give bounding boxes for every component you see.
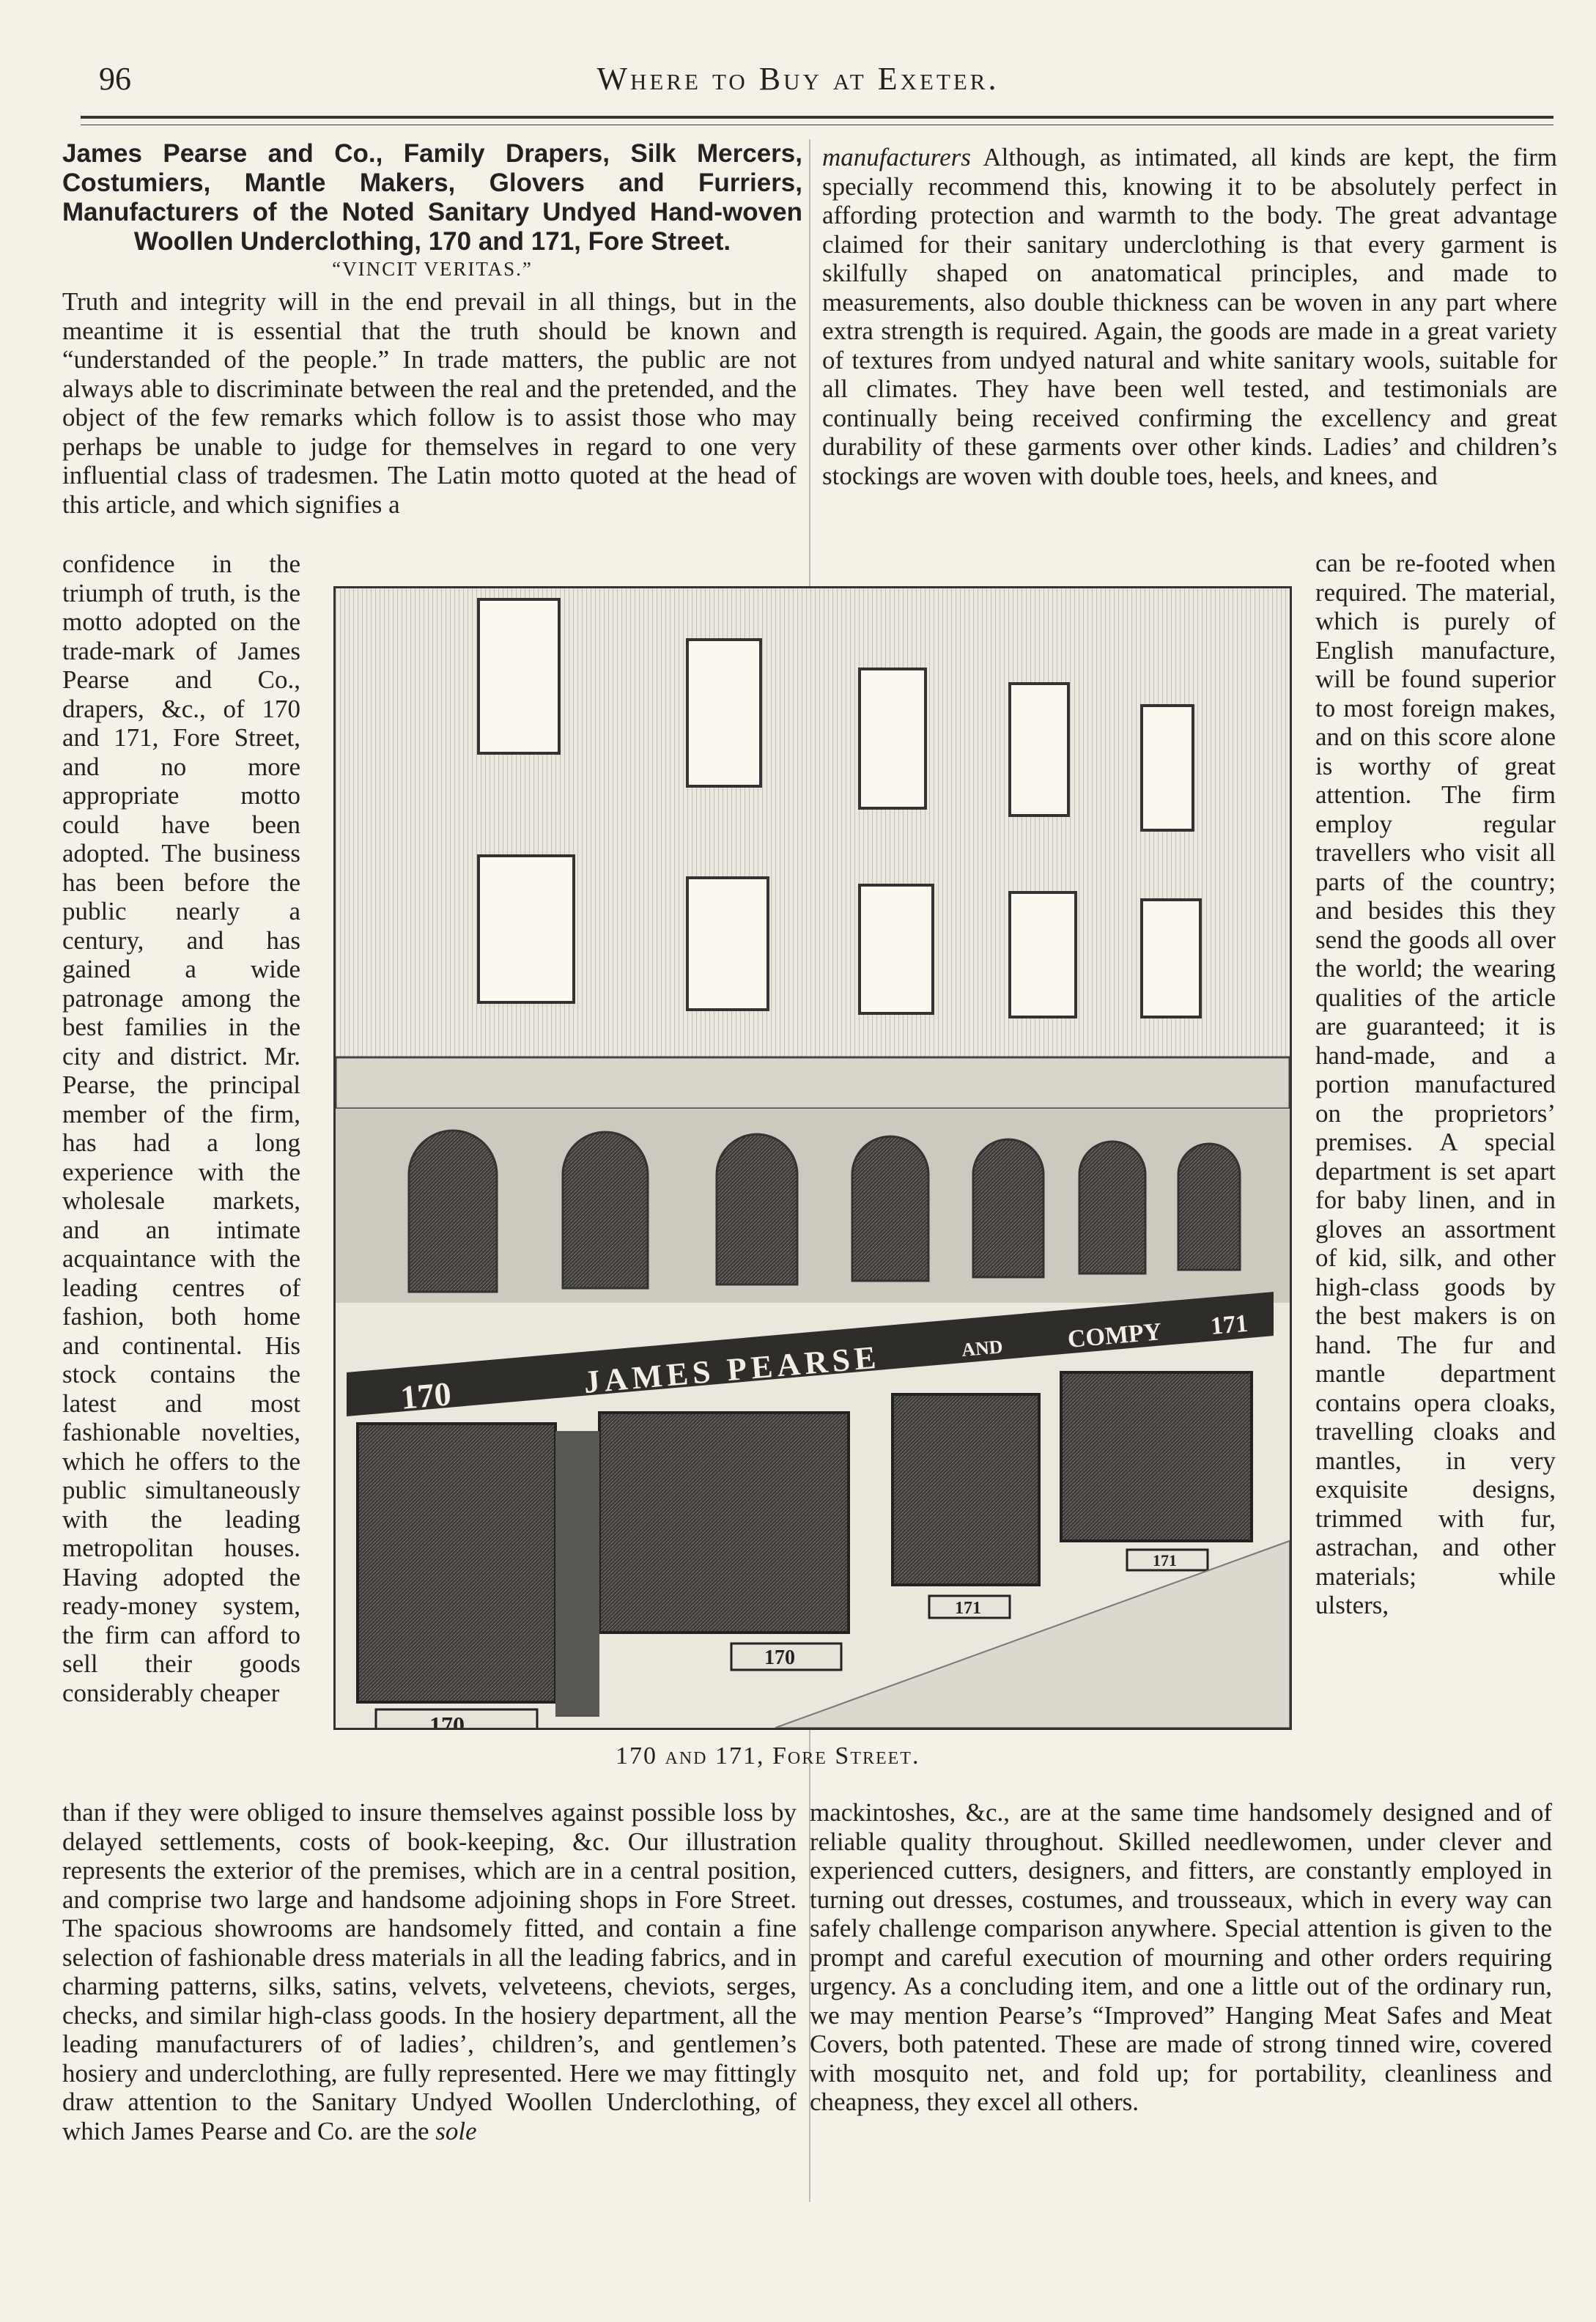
article-motto: “VINCIT VERITAS.”	[332, 258, 533, 280]
window	[1010, 684, 1068, 816]
arched-window	[409, 1131, 497, 1292]
article-heading: James Pearse and Co., Family Drapers, Silk Mercers, Costumiers, Mantle Makers, Glovers and Furriers, Manufacturers of the Noted Sanitary Undyed Hand-woven Woollen Underclothing, 170 and 171, Fore Street.	[62, 139, 802, 256]
running-title: Where to Buy at Exeter.	[596, 61, 1000, 97]
window	[687, 878, 768, 1010]
page-number: 96	[99, 61, 131, 97]
window	[479, 599, 559, 753]
window	[860, 669, 926, 808]
plate-170b: 170	[764, 1646, 795, 1669]
left-narrow-column-text: confidence in the triumph of truth, is the motto adopted on the trade-mark of James Pearse and Co., drapers, &c., of 170 and 171, Fore Street, and no more appropriate motto could have been adopted. The business has been before the public nearly a century, and has gained a wide patronage among the best families in the city and district. Mr. Pearse, the principal member of the firm, has had a long experience with the wholesale markets, and an intimate acquaintance with the leading centres of fashion, both home and continental. His stock contains the latest and most fashionable novelties, which he offers to the public simultaneously with the leading metropolitan houses. Having adopted the ready-money system, the firm can afford to sell their goods considerably cheaper	[62, 550, 300, 1707]
left-bottom-body: than if they were obliged to insure themselves against possible loss by delayed settlements, costs of book-keeping, &c. Our illustration represents the exterior of the premises, which are in a central position, and comprise two large and handsome adjoining shops in Fore Street. The spacious showrooms are handsomely fitted, and contain a fine selection of fashionable dress materials in all the leading fabrics, and in charming patterns, silks, satins, velvets, velveteens, cheviots, serges, checks, and similar high-class goods. In the hosiery department, all the leading manufacturers of of ladies’, children’s, and gentlemen’s hosiery and underclothing, are fully represented. Here we may fittingly draw attention to the Sanitary Undyed Woollen Underclothing, of which James Pearse and Co. are the	[62, 1798, 797, 2145]
fascia-and: AND	[961, 1336, 1004, 1361]
storefront-drawing	[336, 588, 1290, 1728]
window	[1142, 900, 1200, 1017]
fascia-compy: COMPY	[1066, 1318, 1163, 1353]
window	[1142, 706, 1193, 830]
plate-171b: 171	[1153, 1551, 1177, 1569]
right-top-body: Although, as intimated, all kinds are kept, the firm specially recommend this, knowing it to be absolutely perfect in affording protection and warmth to the body. The great advantage claimed for their sanitary underclothing is that every garment is skilfully shaped on anatomatical principles, and made to measurements, also double thickness can be woven in any part where extra strength is required. Again, the goods are made in a great variety of textures from undyed natural and white sanitary wools, suitable for all climates. They have been well tested, and testimonials are continually being received confirming the excellency and great durability of these garments over other kinds. Ladies’ and children’s stockings are woven with double toes, heels, and knees, and	[822, 143, 1557, 490]
window	[479, 856, 574, 1002]
left-column-top-text: Truth and integrity will in the end prevail in all things, but in the meantime it is essential that the truth should be known and “understanded of the people.” In trade matters, the public are not always able to discriminate between the real and the pretended, and the object of the few remarks which follow is to assist those who may perhaps be unable to judge for themselves in regard to one very influential class of tradesmen. The Latin motto quoted at the head of this article, and which signifies a	[62, 287, 797, 519]
window	[687, 640, 761, 786]
arched-window	[1178, 1144, 1240, 1270]
arched-window	[563, 1132, 648, 1288]
window	[860, 885, 933, 1013]
arched-window	[717, 1134, 797, 1284]
fascia-name: JAMES PEARSE	[582, 1339, 882, 1400]
arched-window	[973, 1139, 1043, 1277]
fascia-number-right: 171	[1209, 1309, 1249, 1340]
plate-171: 171	[955, 1599, 981, 1618]
plate-170: 170	[429, 1712, 465, 1728]
shop-window	[358, 1424, 555, 1702]
left-bottom-italic-word: sole	[435, 2116, 477, 2145]
left-column-bottom-text	[62, 1798, 797, 2145]
right-top-italic-word: manufacturers	[822, 143, 971, 171]
window	[1010, 892, 1076, 1017]
shop-window	[1061, 1372, 1252, 1541]
right-column-top-text	[822, 143, 1557, 490]
right-column-bottom-text: mackintoshes, &c., are at the same time handsomely designed and of reliable quality throughout. Skilled needlewomen, under clever and experienced cutters, designers, and fitters, are constantly employed in turning out dresses, costumes, and trousseaux, which in every way can safely challenge comparison anywhere. Special attention is given to the prompt and careful execution of mourning and other orders requiring urgency. As a concluding item, and one a little out of the ordinary run, we may mention Pearse’s “Improved” Hanging Meat Safes and Meat Covers, both patented. These are made of strong tinned wire, covered with mosquito net, and fold up; for portability, cleanliness and cheapness, they excel all others.	[810, 1798, 1552, 2116]
fascia-number-left: 170	[399, 1375, 453, 1416]
cornice	[336, 1057, 1290, 1109]
storefront-engraving	[333, 586, 1292, 1730]
arched-window	[1079, 1142, 1145, 1273]
arched-window	[852, 1136, 928, 1281]
shop-window	[893, 1394, 1039, 1585]
shop-door	[555, 1431, 599, 1717]
right-narrow-column-text: can be re-footed when required. The material, which is purely of English manufacture, will be found superior to most foreign makes, and on this score alone is worthy of great attention. The firm employ regular travellers who visit all parts of the country; and besides this they send the goods all over the world; the wearing qualities of the article are guaranteed; it is hand-made, and a portion manufactured on the proprietors’ premises. A special department is set apart for baby linen, and in gloves an assortment of kid, silk, and other high-class goods by the best makers is on hand. The fur and mantle department contains opera cloaks, travelling cloaks and mantles, in very exquisite designs, trimmed with fur, astrachan, and other materials; while ulsters,	[1315, 549, 1556, 1619]
illustration-caption: 170 and 171, Fore Street.	[616, 1742, 920, 1770]
header-rule-thick	[81, 116, 1553, 119]
shop-window	[599, 1413, 849, 1633]
